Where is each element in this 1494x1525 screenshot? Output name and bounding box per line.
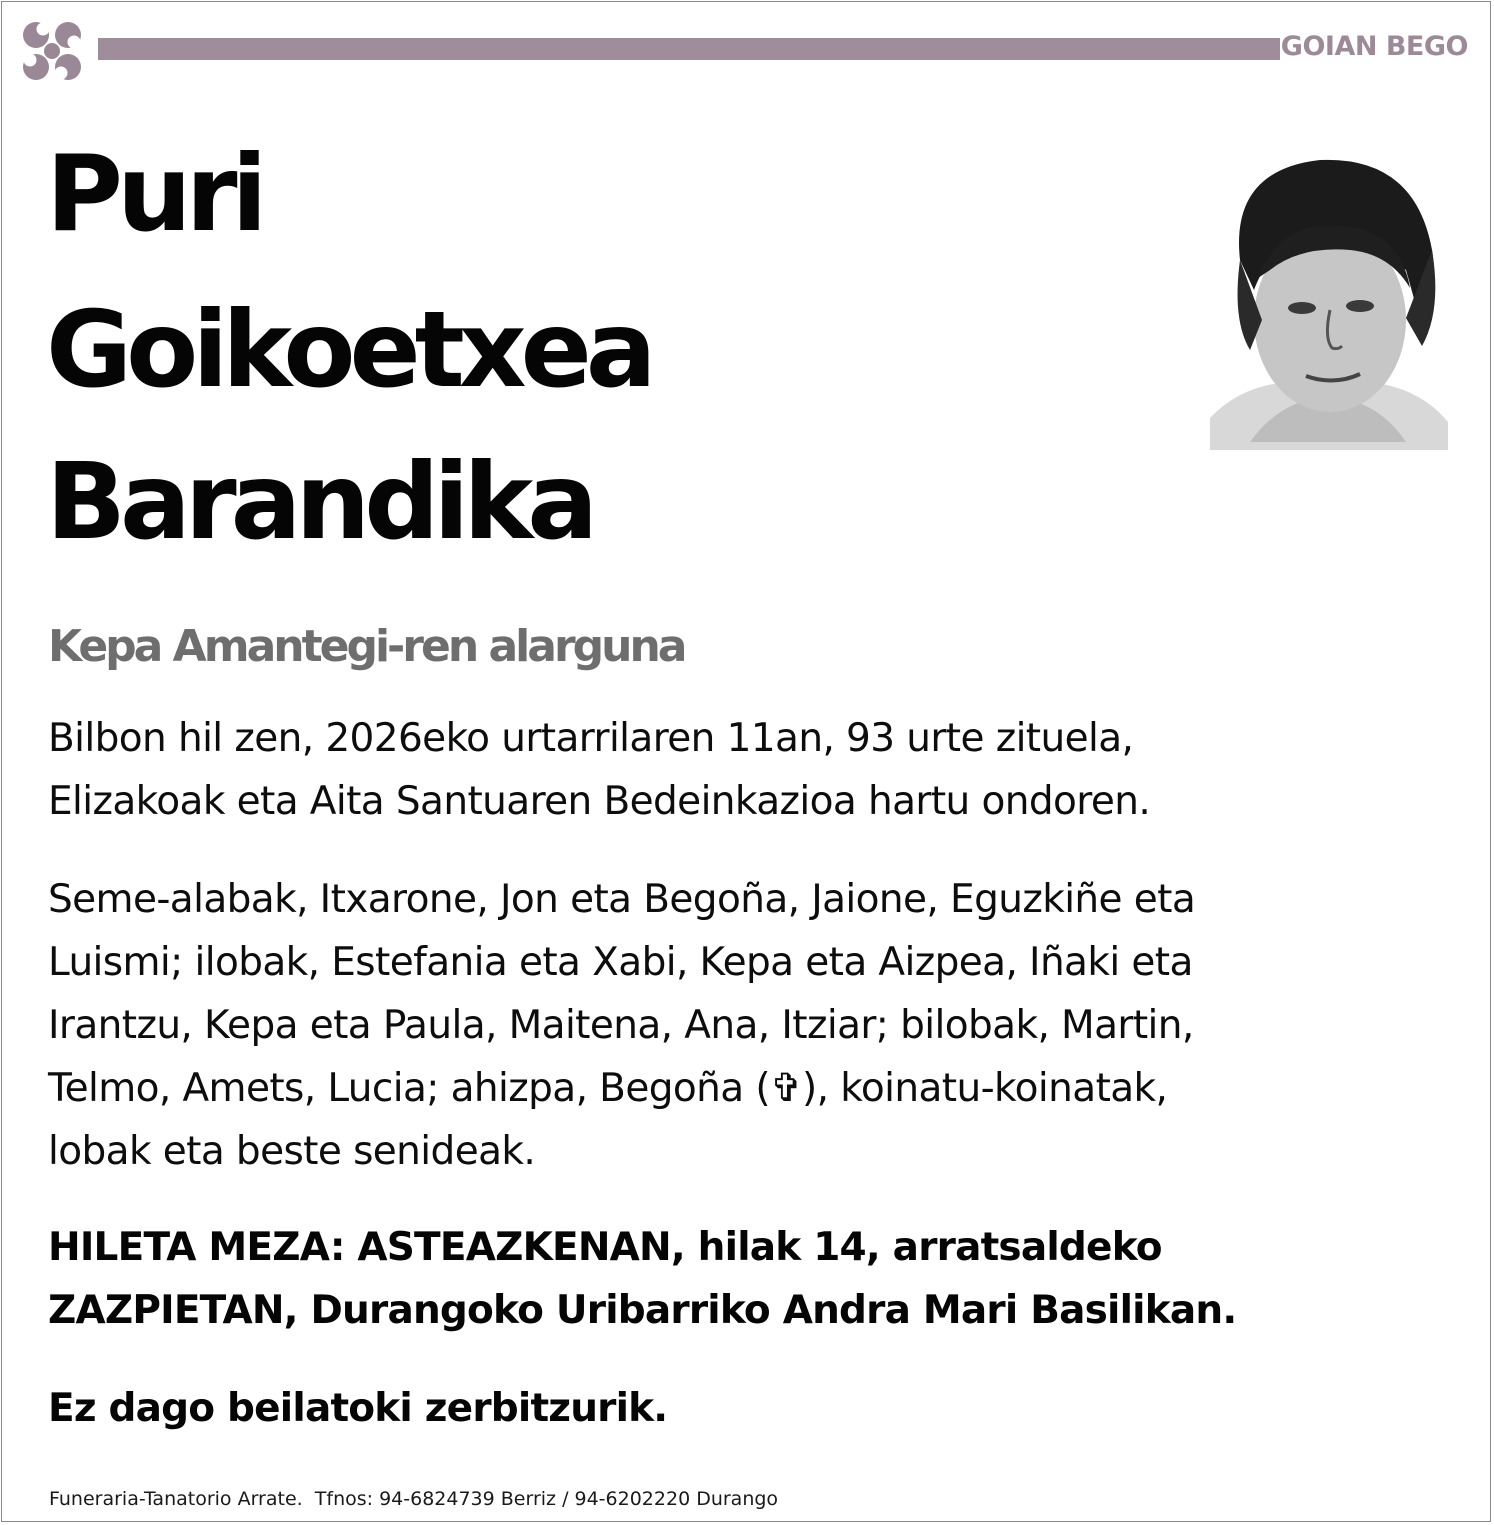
family-line: Irantzu, Kepa eta Paula, Maitena, Ana, Itziar; bilobak, Martin, bbox=[48, 1003, 1194, 1048]
subtitle-widow-of: Kepa Amantegi-ren alarguna bbox=[48, 621, 685, 672]
death-notice-paragraph bbox=[48, 707, 1448, 833]
family-line: Seme-alabak, Itxarone, Jon eta Begoña, Jaione, Eguzkiñe eta bbox=[48, 877, 1196, 922]
name-surname-1: Goikoetxea bbox=[46, 289, 651, 411]
footer-funeral-home: Funeraria-Tanatorio Arrate. Tfnos: 94-6824739 Berriz / 94-6202220 Durango bbox=[49, 1488, 779, 1510]
funeral-line: HILETA MEZA: ASTEAZKENAN, hilak 14, arratsaldeko bbox=[48, 1225, 1162, 1270]
name-first: Puri bbox=[46, 133, 262, 255]
portrait-photo bbox=[1210, 150, 1448, 450]
header-bar bbox=[98, 38, 1280, 60]
wake-paragraph bbox=[48, 1377, 1448, 1440]
funeral-mass-paragraph bbox=[48, 1216, 1448, 1342]
family-paragraph bbox=[48, 868, 1448, 1183]
header-label: GOIAN BEGO bbox=[1280, 31, 1468, 62]
funeral-line: ZAZPIETAN, Durangoko Uribarriko Andra Mari Basilikan. bbox=[48, 1288, 1237, 1333]
name-surname-2: Barandika bbox=[46, 441, 593, 563]
family-line: Luismi; ilobak, Estefania eta Xabi, Kepa eta Aizpea, Iñaki eta bbox=[48, 940, 1193, 985]
family-line: Telmo, Amets, Lucia; ahizpa, Begoña (✞), koinatu-koinatak, bbox=[48, 1066, 1168, 1111]
family-line: lobak eta beste senideak. bbox=[48, 1129, 536, 1174]
death-notice-line: Elizakoak eta Aita Santuaren Bedeinkazioa hartu ondoren. bbox=[48, 779, 1151, 824]
death-notice-line: Bilbon hil zen, 2026eko urtarrilaren 11an, 93 urte zituela, bbox=[48, 716, 1134, 761]
lauburu-icon bbox=[14, 13, 90, 89]
wake-line: Ez dago beilatoki zerbitzurik. bbox=[48, 1386, 668, 1431]
